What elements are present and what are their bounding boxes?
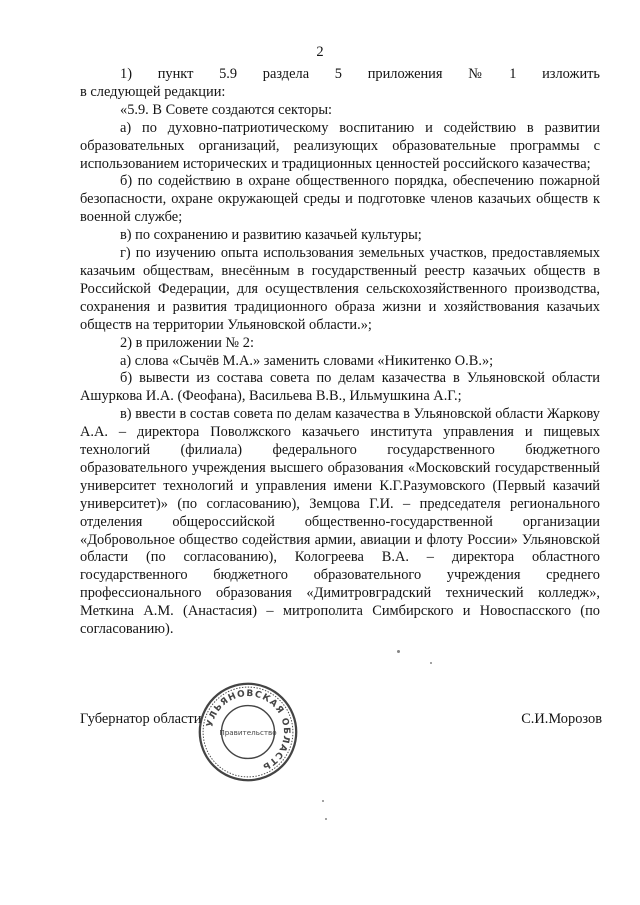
seal-ring-text: УЛЬЯНОВСКАЯ ОБЛАСТЬ (205, 688, 292, 772)
scan-speck (397, 650, 400, 653)
document-body (80, 66, 600, 639)
item-2-v: в) ввести в состав совета по делам казачества в Ульяновской области Жаркову А.А. – директора Поволжского казачьего института управления и пищевых технологий (филиала) федерального государственного бюджетного образовательного учреждения высшего образования «Московский государственный университет технологий и управления имени К.Г.Разумовского (Первый казачий университет)» (по согласованию), Земцова Г.И. – председателя регионального отделения общероссийской общественно-государственной организации «Добровольное общество содействия армии, авиации и флоту России» Ульяновской области (по согласованию), Кологреева В.А. – директора областного государственного бюджетного образовательного учреждения среднего профессионального образования «Димитровградский технический колледж», Меткина А.М. (Анастасия) – митрополита Симбирского и Новоспасского (по согласованию). (80, 406, 600, 638)
seal-center-text: Правительство (219, 727, 277, 737)
scan-speck (322, 800, 324, 802)
section-5-9-intro: «5.9. В Совете создаются секторы: (120, 101, 332, 118)
sector-g: г) по изучению опыта использования земельных участков, предоставляемых казачьим обществам, внесённым в государственный реестр казачьих обществ в Российской Федерации, для осуществления сельскохозяйственного производства, сохранения и развития традиционного образа жизни и хозяйствования казачьих обществ на территории Ульяновской области.»; (80, 245, 600, 333)
signature-block (80, 711, 602, 733)
scan-speck (430, 662, 432, 664)
item-2-heading: 2) в приложении № 2: (120, 334, 254, 351)
item-1-heading: 1) пункт 5.9 раздела 5 приложения № 1 изложить (120, 66, 600, 82)
scan-speck (325, 818, 327, 820)
item-2-b: б) вывести из состава совета по делам казачества в Ульяновской области Ашуркова И.А. (Феофана), Васильева В.В., Ильмушкина А.Г.; (80, 370, 600, 405)
sector-b: б) по содействию в охране общественного порядка, обеспечению пожарной безопасности, охране окружающей среды и подготовке членов казачьих обществ к военной службе; (80, 173, 600, 226)
governor-name: С.И.Морозов (521, 711, 602, 727)
sector-v: в) по сохранению и развитию казачьей культуры; (120, 227, 422, 244)
item-2-a: а) слова «Сычёв М.А.» заменить словами «Никитенко О.В.»; (120, 352, 494, 369)
sector-a: а) по духовно-патриотическому воспитанию и содействию в развитии образовательных организаций, реализующих образовательные программы с использованием исторических и традиционных ценностей российского казачества; (80, 119, 600, 172)
official-seal-icon (196, 680, 300, 784)
governor-title: Губернатор области (80, 711, 202, 727)
page-number: 2 (316, 44, 324, 60)
item-1-heading-continuation: в следующей редакции: (80, 83, 226, 100)
